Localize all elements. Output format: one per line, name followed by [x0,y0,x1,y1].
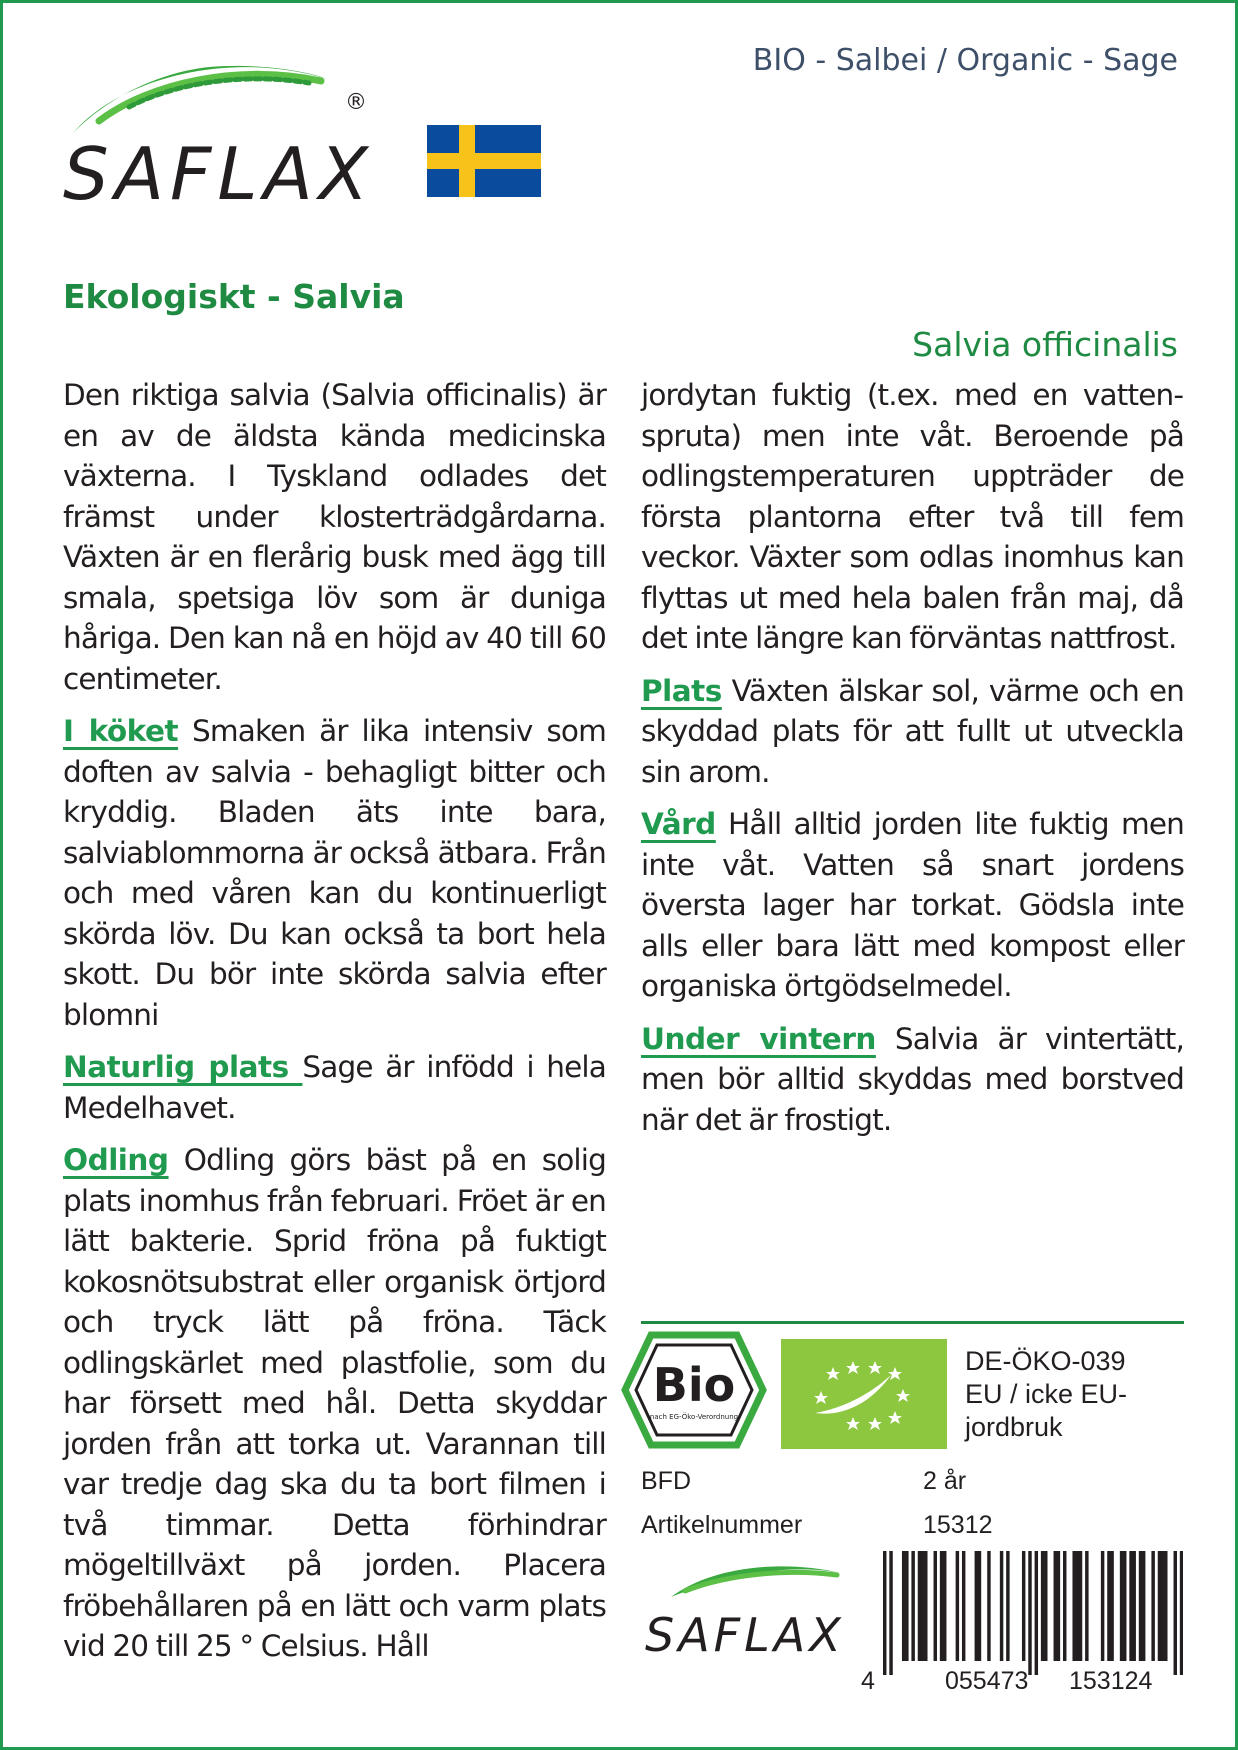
barcode-bar [1000,1551,1003,1661]
kitchen-heading: I köket [63,714,179,748]
barcode-bar [1057,1551,1060,1661]
barcode-bar [924,1551,927,1661]
barcode-right-digits: 153124 [1069,1667,1153,1695]
habitat-heading: Naturlig plats [63,1050,303,1084]
barcode-bar [962,1551,965,1661]
barcode [883,1551,1183,1675]
winter-text: Salvia är vintertätt, men bör alltid skyddas med borstved när det är frostigt. [641,1021,1184,1137]
header-title: BIO - Salbei / Organic - Sage [752,43,1178,78]
barcode-bar [940,1551,943,1661]
kitchen-text: Smaken är lika intensiv som doften av salvia - behagligt bitter och kryddig. Bladen äts inte bara, salviablommorna är också ätbara. Från och med våren kan du kontinuerligt skörda löv. Du kan också ta bort hela skott. Du bör inte skörda salvia efter blomni [63,714,606,1032]
barcode-bar [1151,1551,1154,1661]
barcode-bar [1107,1551,1110,1661]
barcode-bar [1129,1551,1132,1661]
barcode-bar [1158,1551,1161,1661]
winter-heading: Under vintern [641,1021,876,1056]
barcode-bar [1035,1551,1038,1675]
winter-paragraph [641,1019,1184,1141]
barcode-bars [883,1551,1183,1675]
cultivation-heading: Odling [63,1143,169,1177]
bio-seal-icon [621,1331,767,1449]
barcode-bar [1161,1551,1164,1661]
barcode-bar [1054,1551,1057,1661]
barcode-bar [1132,1551,1135,1661]
article-number-value: 15312 [923,1511,993,1539]
barcode-bar [934,1551,937,1661]
cultivation-text: Odling görs bäst på en solig plats inomhus från februari. Fröet är en lätt bakterie. Sprid fröna på fuktigt kokosnötsubstrat eller organisk örtjord och tryck lätt på fröna. Täck odlingskärlet med plastfolie, som du har försett med hål. Detta skyddar jorden från att torka ut. Varannan till var tredje dag ska du ta bort filmen i två timmar. Detta förhindrar mögeltillväxt på jorden. Placera fröbehållaren på en lätt och varm plats vid 20 till 25 ° Celsius. Håll [63,1143,606,1663]
barcode-bar [918,1551,921,1661]
barcode-bar [1085,1551,1088,1661]
eu-control-code [965,1345,1127,1444]
barcode-bar [902,1551,905,1661]
barcode-first-digit: 4 [861,1667,875,1695]
article-number-label: Artikelnummer [641,1511,803,1539]
cultivation-paragraph [63,1140,606,1667]
registered-mark: ® [345,90,367,115]
location-heading: Plats [641,673,722,708]
barcode-bar [987,1551,990,1661]
product-title: Ekologiskt - Salvia [63,277,405,316]
barcode-bar [1076,1551,1079,1661]
saflax-logo [59,41,419,216]
barcode-bar [1028,1551,1031,1675]
bio-seal-subtext: nach EG-Öko-Verordnung [649,1413,739,1421]
bio-seal-label: Bio [652,1358,736,1412]
eu-code-line-1: DE-ÖKO-039 [965,1346,1126,1376]
saflax-logo-small [641,1551,863,1669]
barcode-bar [1123,1551,1126,1661]
barcode-bar [1006,1551,1009,1661]
bfd-label: BFD [641,1467,691,1495]
text-column-left [63,375,606,1679]
care-text: Håll alltid jorden lite fuktig men inte våt. Vatten så snart jordens översta lager har torkat. Gödsla inte alls eller bara lätt med kompost eller organiska örtgödselmedel. [641,807,1184,1003]
barcode-bar [1164,1551,1167,1661]
care-paragraph [641,804,1184,1007]
barcode-bar [1174,1551,1177,1675]
barcode-bar [921,1551,924,1661]
care-heading: Vård [641,807,716,841]
intro-paragraph: Den riktiga salvia (Salvia officinalis) är en av de äldsta kända medicinska växterna. I Tyskland odlades det främst under klosterträdgårdarna. Växten är en flerårig busk med ägg till smala, spetsiga löv som är duniga håriga. Den kan nå en höjd av 40 till 60 centimeter. [63,378,606,696]
cultivation-continued: jordytan fuktig (t.ex. med en vattenspruta) men inte våt. Beroende på odlingstemperaturen uppträder de första plantorna efter två till fem veckor. Växter som odlas inomhus kan flyttas ut med hela balen från maj, då det inte längre kan förväntas nattfrost. [641,378,1184,655]
barcode-bar [1079,1551,1082,1661]
barcode-bar [1180,1551,1183,1675]
barcode-bar [1110,1551,1113,1661]
logo-wordmark: SAFLAX [63,132,375,216]
eu-code-line-3: jordbruk [965,1412,1063,1442]
barcode-bar [911,1551,914,1661]
barcode-bar [1063,1551,1066,1661]
barcode-bar [956,1551,959,1661]
barcode-bar [883,1551,886,1675]
location-paragraph [641,671,1184,793]
barcode-bar [1142,1551,1145,1661]
location-text: Växten älskar sol, värme och en skyddad plats för att fullt ut utveckla sin arom. [641,673,1184,789]
swedish-flag-icon [427,125,541,197]
barcode-bar [1041,1551,1044,1661]
barcode-bar [1072,1551,1075,1661]
barcode-bar [978,1551,981,1661]
latin-name: Salvia officinalis [912,325,1178,364]
eu-organic-leaf-icon [781,1339,947,1449]
barcode-bar [905,1551,908,1661]
text-column-right [641,375,1184,1152]
bfd-value: 2 år [923,1467,967,1495]
divider [641,1321,1184,1324]
logo-small-wordmark: SAFLAX [645,1608,845,1662]
kitchen-paragraph [63,711,606,1035]
barcode-bar [889,1551,892,1675]
barcode-bar [943,1551,946,1661]
barcode-bar [1101,1551,1104,1661]
barcode-bar [975,1551,978,1661]
barcode-bar [1139,1551,1142,1661]
barcode-left-digits: 055473 [945,1667,1029,1695]
eu-code-line-2: EU / icke EU- [965,1379,1128,1409]
barcode-bar [1120,1551,1123,1661]
habitat-text: Sage är infödd i hela Medelhavet. [63,1050,606,1125]
barcode-bar [1044,1551,1047,1661]
barcode-bar [1022,1551,1025,1661]
habitat-paragraph [63,1047,606,1128]
